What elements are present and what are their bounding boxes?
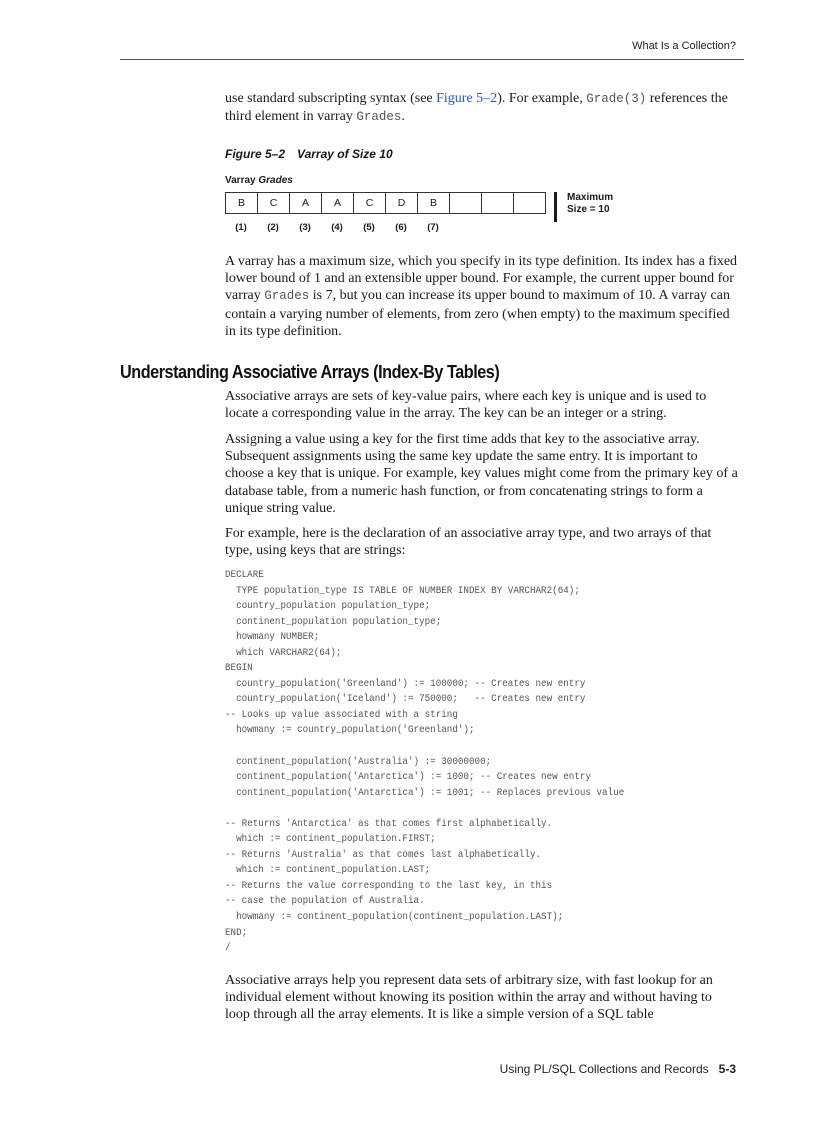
associative-arrays-definition: Associative arrays are sets of key-value pairs, where each key is unique and is used to locate a corresponding value in the array. The key can be an integer or a string. bbox=[225, 389, 707, 422]
varray-cell: B bbox=[417, 192, 450, 214]
example-intro-paragraph: For example, here is the declaration of an associative array type, and two arrays of that type, using keys that are strings: bbox=[225, 526, 712, 559]
benefits-paragraph: Associative arrays help you represent data sets of arbitrary size, with fast lookup for an individual element without knowing its position within the array and without having to loop through all the array elements. It is like a simple version of a SQL table bbox=[225, 973, 713, 1023]
varray-cell: C bbox=[257, 192, 290, 214]
page-number: 5-3 bbox=[718, 1062, 736, 1076]
varray-paragraph-block bbox=[225, 253, 740, 340]
figure-5-2-link[interactable]: Figure 5–2 bbox=[436, 91, 498, 106]
varray-index: (4) bbox=[331, 222, 343, 233]
varray-label-text: Varray bbox=[225, 175, 256, 186]
code-grade-3: Grade(3) bbox=[586, 92, 647, 106]
intro-paragraph bbox=[225, 90, 740, 126]
varray-cell-empty bbox=[449, 192, 482, 214]
code-grades: Grades bbox=[356, 110, 402, 125]
varray-cell-empty bbox=[513, 192, 546, 214]
varray-paragraph bbox=[225, 253, 740, 340]
running-header bbox=[120, 37, 744, 60]
figure-number: Figure 5–2 bbox=[225, 147, 286, 161]
maximum-label-line1: Maximum bbox=[567, 192, 614, 203]
maximum-size-label bbox=[567, 192, 613, 215]
varray-cell: A bbox=[321, 192, 354, 214]
section-paragraph-3 bbox=[225, 525, 740, 559]
intro-text-2: ). For example, bbox=[497, 91, 587, 106]
code-grades-2: Grades bbox=[264, 289, 310, 304]
maximum-size-bar bbox=[554, 192, 557, 222]
key-assignment-paragraph: Assigning a value using a key for the first time adds that key to the associative array. Subsequent assignments using the same key update the same entry. It is important to choose a key that is unique. For example, key values might come from the primary key of a database table, from a numeric hash function, or from concatenating strings to form a unique string value. bbox=[225, 432, 738, 516]
figure-title: Varray of Size 10 bbox=[297, 147, 393, 161]
section-paragraph-2 bbox=[225, 431, 740, 517]
varray-index: (3) bbox=[299, 222, 311, 233]
varray-cell: C bbox=[353, 192, 386, 214]
varray-index: (2) bbox=[267, 222, 279, 233]
footer-book-title: Using PL/SQL Collections and Records bbox=[499, 1062, 709, 1076]
header-title: What Is a Collection? bbox=[632, 40, 736, 52]
varray-index: (6) bbox=[395, 222, 407, 233]
varray-index: (7) bbox=[427, 222, 439, 233]
intro-text-4: . bbox=[401, 109, 405, 125]
varray-index: (5) bbox=[363, 222, 375, 233]
varray-cells bbox=[225, 192, 545, 214]
varray-label bbox=[225, 175, 293, 186]
section-paragraph-1 bbox=[225, 388, 740, 422]
page-footer bbox=[500, 1062, 736, 1076]
varray-text-2: is 7, but you can increase its upper bound to maximum of 10. A varray can contain a varying number of elements, from zero (when empty) to the maximum specified in its type definition. bbox=[225, 288, 730, 339]
code-example: DECLARE TYPE population_type IS TABLE OF NUMBER INDEX BY VARCHAR2(64); country_population population_type; continent_population population_type; howmany NUMBER; which VARCHAR2(64); BEGIN country_population('Greenland') := 100000; -- Creates new entry country_population('Iceland') := 750000; -- Creates new entry -- Looks up value associated with a string howmany := country_population('Greenland'); continent_population('Australia') := 30000000; continent_population('Antarctica') := 1000; -- Creates new entry continent_population('Antarctica') := 1001; -- Replaces previous value -- Returns 'Antarctica' as that comes first alphabetically. which := continent_population.FIRST; -- Returns 'Australia' as that comes last alphabetically. which := continent_population.LAST; -- Returns the value corresponding to the last key, in this -- case the population of Australia. howmany := continent_population(continent_population.LAST); END; / bbox=[225, 569, 625, 955]
varray-text-1: A varray has a maximum size, which you specify in its type definition. Its index has a fixed lower bound of 1 and an extensible upper bound. For example, the current upper bound for varray bbox=[225, 254, 738, 304]
intro-text-3: references the third element in varray bbox=[225, 91, 728, 125]
intro-paragraph-block bbox=[225, 90, 740, 126]
section-heading: Understanding Associative Arrays (Index-By Tables) bbox=[120, 362, 500, 382]
figure-caption bbox=[225, 147, 393, 161]
varray-cell: D bbox=[385, 192, 418, 214]
varray-index: (1) bbox=[235, 222, 247, 233]
varray-cell: B bbox=[225, 192, 258, 214]
varray-cell: A bbox=[289, 192, 322, 214]
section-paragraph-4 bbox=[225, 972, 740, 1024]
intro-text-1: use standard subscripting syntax (see bbox=[225, 91, 437, 106]
varray-name: Grades bbox=[258, 175, 293, 186]
varray-indices bbox=[225, 222, 449, 233]
maximum-label-line2: Size = 10 bbox=[567, 203, 610, 215]
varray-cell-empty bbox=[481, 192, 514, 214]
